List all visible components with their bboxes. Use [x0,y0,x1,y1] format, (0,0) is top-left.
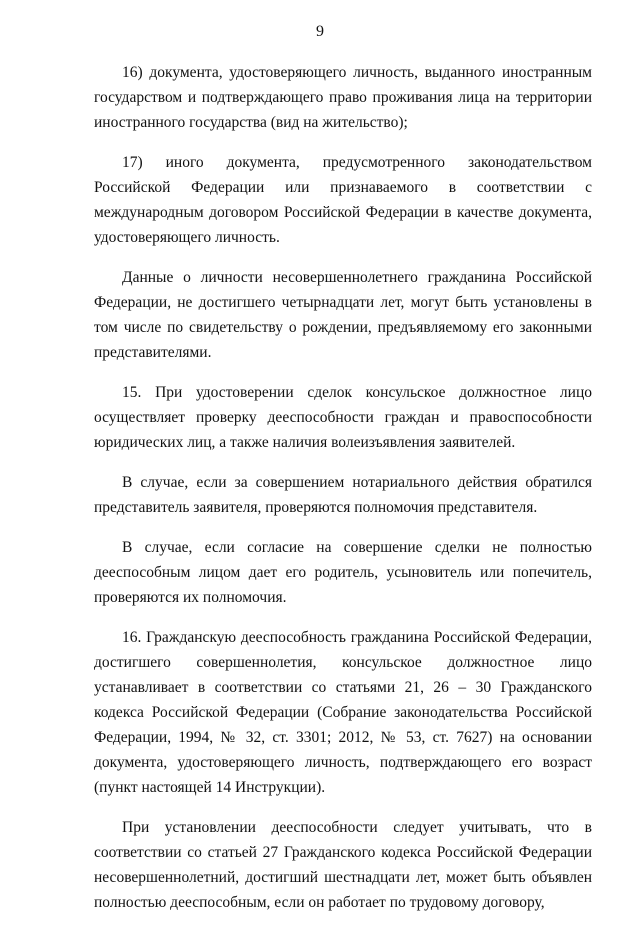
paragraph-emancipation: При установлении дееспособности следует учитывать, что в соответствии со статьей 27 Гражданского кодекса Российской Федерации несовершеннолетний, достигший шестнадцати лет, может быть объявлен полностью дееспособным, если он работает по трудовому договору, [94,819,592,911]
paragraph-representative: В случае, если за совершением нотариального действия обратился представитель заявителя, проверяются полномочия представителя. [94,474,592,516]
page-number: 9 [316,23,324,40]
paragraph-clause-15: 15. При удостоверении сделок консульское должностное лицо осуществляет проверку дееспособности граждан и правоспособности юридических лиц, а также наличия волеизъявления заявителей. [94,384,592,451]
paragraph-minor-identity: Данные о личности несовершеннолетнего гражданина Российской Федерации, не достигшего четырнадцати лет, могут быть установлены в том числе по свидетельству о рождении, предъявляемому его законными представителями. [94,269,592,361]
paragraph-item-16: 16) документа, удостоверяющего личность, выданного иностранным государством и подтверждающего право проживания лица на территории иностранного государства (вид на жительство); [94,64,592,131]
paragraph-item-17: 17) иного документа, предусмотренного законодательством Российской Федерации или признаваемого в соответствии с международным договором Российской Федерации в качестве документа, удостоверяющего личность. [94,154,592,246]
paragraph-guardian-consent: В случае, если согласие на совершение сделки не полностью дееспособным лицом дает его родитель, усыновитель или попечитель, проверяются их полномочия. [94,539,592,606]
document-body [94,60,592,930]
paragraph-clause-16: 16. Гражданскую дееспособность гражданина Российской Федерации, достигшего совершеннолетия, консульское должностное лицо устанавливает в соответствии со статьями 21, 26 – 30 Гражданского кодекса Российской Федерации (Собрание законодательства Российской Федерации, 1994, № 32, ст. 3301; 2012, № 53, ст. 7627) на основании документа, удостоверяющего личность, подтверждающего его возраст (пункт настоящей 14 Инструкции). [94,629,592,796]
